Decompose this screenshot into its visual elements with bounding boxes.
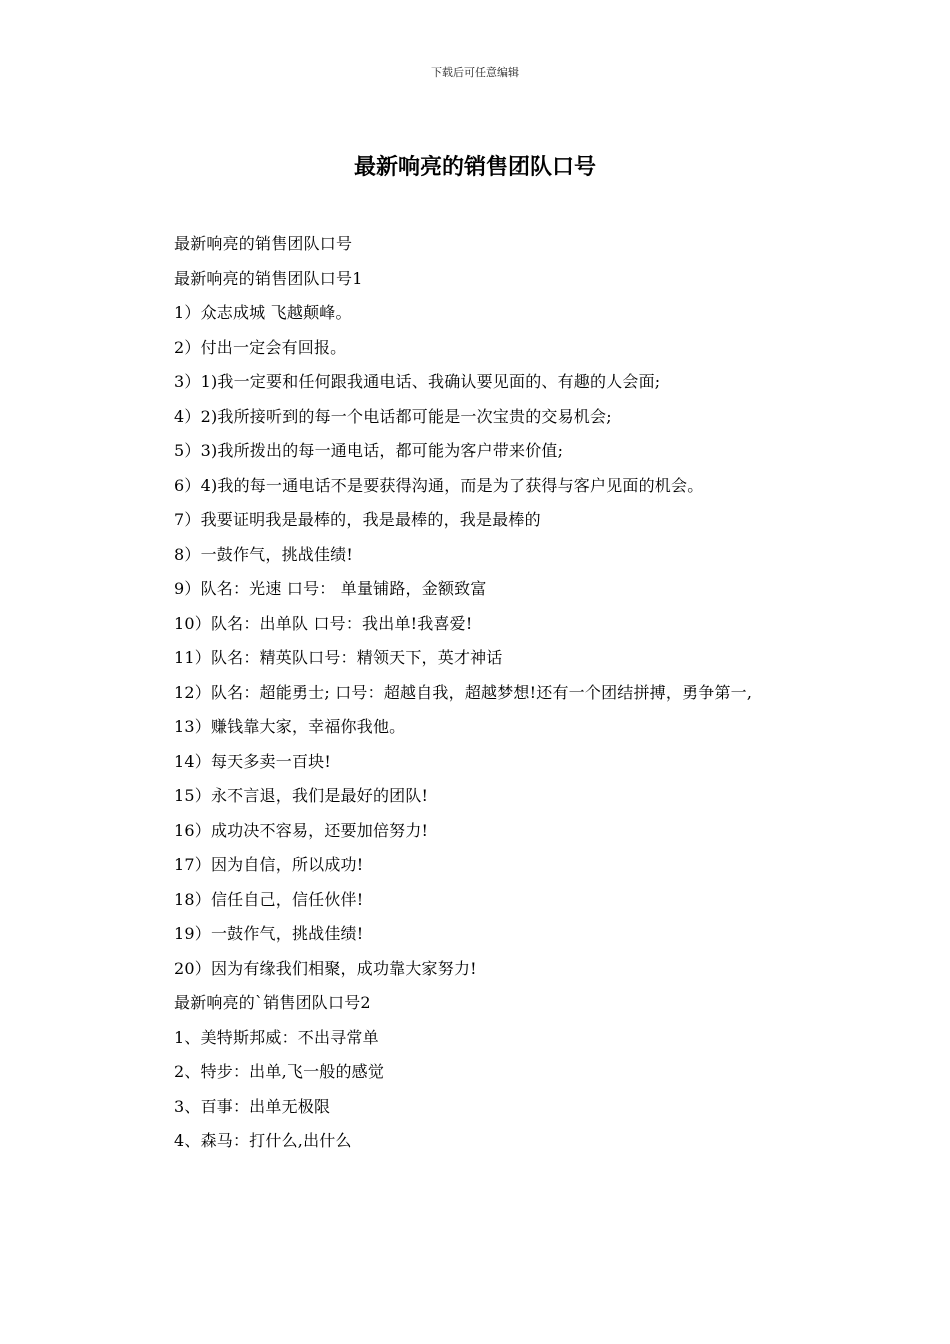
list-item: 2）付出一定会有回报。 bbox=[174, 337, 347, 357]
list-item: 4、森马：打什么,出什么 bbox=[174, 1131, 352, 1150]
document-title: 最新响亮的销售团队口号 bbox=[353, 155, 596, 180]
list-item: 13）赚钱靠大家，幸福你我他。 bbox=[174, 717, 406, 736]
list-item: 15）永不言退，我们是最好的团队! bbox=[174, 786, 429, 805]
document-body bbox=[145, 227, 810, 1159]
list-item: 14）每天多卖一百块! bbox=[174, 751, 331, 771]
section-heading-2: 最新响亮的`销售团队口号2 bbox=[174, 993, 371, 1012]
list-item: 1、美特斯邦威：不出寻常单 bbox=[174, 1027, 379, 1047]
list-item: 10）队名：出单队 口号：我出单!我喜爱! bbox=[174, 613, 473, 633]
list-item: 11）队名：精英队口号：精领天下，英才神话 bbox=[174, 648, 503, 667]
section-heading-1: 最新响亮的销售团队口号1 bbox=[174, 268, 363, 288]
list-item: 12）队名：超能勇士; 口号：超越自我，超越梦想!还有一个团结拼搏，勇争第一, bbox=[174, 682, 753, 702]
list-item: 5）3)我所拨出的每一通电话，都可能为客户带来价值; bbox=[174, 441, 564, 460]
list-item: 17）因为自信，所以成功! bbox=[174, 855, 364, 874]
list-item: 6）4)我的每一通电话不是要获得沟通，而是为了获得与客户见面的机会。 bbox=[174, 475, 704, 495]
header-note: 下载后可任意编辑 bbox=[431, 66, 519, 79]
list-item: 3、百事：出单无极限 bbox=[174, 1096, 331, 1116]
list-item: 18）信任自己，信任伙伴! bbox=[174, 889, 364, 909]
paragraph: 最新响亮的销售团队口号 bbox=[174, 234, 353, 253]
list-item: 4）2)我所接听到的每一个电话都可能是一次宝贵的交易机会; bbox=[174, 406, 612, 426]
list-item: 9）队名：光速 口号： 单量铺路，金额致富 bbox=[174, 579, 487, 598]
list-item: 1）众志成城 飞越颠峰。 bbox=[174, 303, 352, 322]
list-item: 20）因为有缘我们相聚，成功靠大家努力! bbox=[174, 958, 477, 978]
list-item: 7）我要证明我是最棒的，我是最棒的，我是最棒的 bbox=[174, 510, 541, 529]
list-item: 8）一鼓作气，挑战佳绩! bbox=[174, 544, 354, 564]
list-item: 2、特步：出单,飞一般的感觉 bbox=[174, 1062, 385, 1081]
list-item: 19）一鼓作气，挑战佳绩! bbox=[174, 924, 364, 943]
list-item: 3）1)我一定要和任何跟我通电话、我确认要见面的、有趣的人会面; bbox=[174, 372, 661, 391]
list-item: 16）成功决不容易，还要加倍努力! bbox=[174, 820, 429, 840]
